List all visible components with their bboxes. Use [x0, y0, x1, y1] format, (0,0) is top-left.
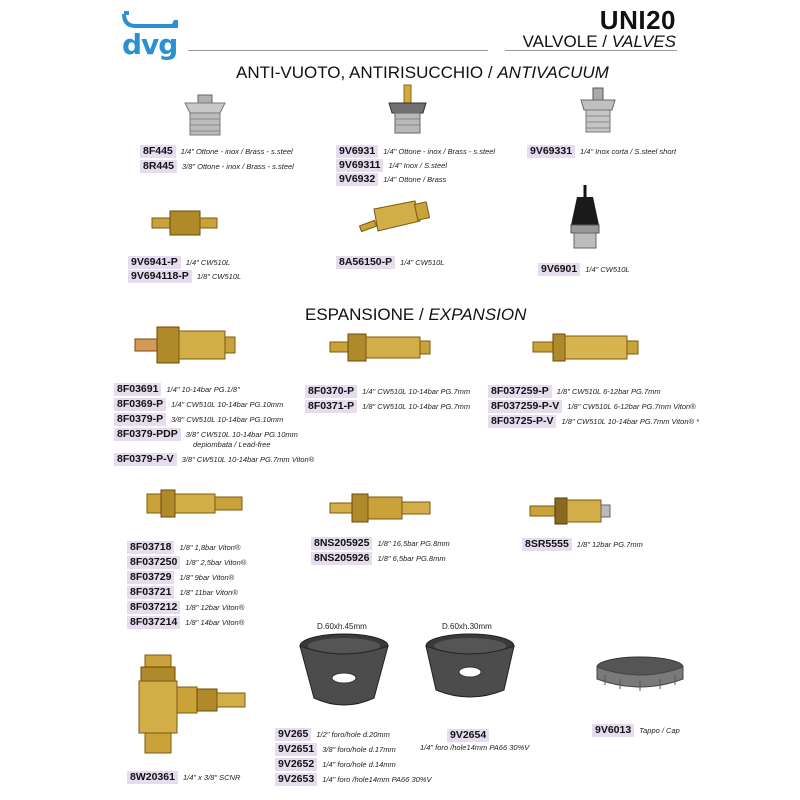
product-desc: 3/8" CW510L 10-14bar PG.7mm Viton®	[181, 455, 315, 464]
product-desc: 1/8" 9bar Viton®	[179, 573, 235, 582]
product-8F0371-P	[305, 400, 470, 413]
product-desc: 1/4" CW510L 10-14bar PG.10mm	[171, 400, 284, 409]
product-desc: 1/4" Ottone - inox / Brass - s.steel	[180, 147, 293, 156]
header-rule	[188, 50, 488, 51]
product-desc: 1/4" CW510L 10-14bar PG.7mm	[362, 387, 471, 396]
product-9V6941-P	[128, 256, 230, 269]
product-9V69331	[527, 145, 676, 158]
product-code: 9V6931	[336, 145, 378, 158]
cup-image	[298, 632, 390, 712]
product-code: 8F0379-PDP	[114, 428, 181, 441]
product-8F0379-P-V	[114, 453, 314, 466]
product-desc: 1/4" Ottone / Brass	[383, 175, 447, 184]
product-code: 8F03691	[114, 383, 161, 396]
product-8NS205926	[311, 552, 446, 565]
product-desc: 1/4" foro/hole d.14mm	[322, 760, 396, 769]
product-desc: 1/4" x 3/8" SCNR	[182, 773, 241, 782]
product-9V6013	[592, 724, 680, 737]
product-desc: 1/4" foro /hole14mm PA66 30%V	[420, 743, 530, 752]
cap-image	[595, 655, 685, 695]
product-desc-line2: depiombata / Lead-free	[193, 440, 271, 449]
product-desc: 1/8" CW510L	[196, 272, 242, 281]
product-8F03725-P-V	[488, 415, 699, 428]
product-desc: 1/4" CW510L	[185, 258, 231, 267]
product-code: 8F03721	[127, 586, 174, 599]
product-desc: 1/8" CW510L 6-12bar PG.7mm Viton®	[567, 402, 696, 411]
brand-name: dvg	[122, 28, 178, 61]
product-code: 8F03725-P-V	[488, 415, 556, 428]
product-code: 9V6901	[538, 263, 580, 276]
valve-image	[533, 330, 638, 365]
product-desc: 1/4" Ottone - inox / Brass - s.steel	[383, 147, 496, 156]
product-code: 8F0379-P-V	[114, 453, 177, 466]
product-8F0379-P	[114, 413, 283, 426]
product-code: 8SR5555	[522, 538, 572, 551]
cup-dimension-label: D.60xh.30mm	[442, 622, 492, 631]
cup-dimension-label: D.60xh.45mm	[317, 622, 367, 631]
product-8F037259-P	[488, 385, 661, 398]
product-code: 8W20361	[127, 771, 178, 784]
valve-image	[330, 492, 430, 524]
product-desc: 1/4" CW510L	[400, 258, 445, 267]
product-code: 9V2651	[275, 743, 317, 756]
product-code: 8F0371-P	[305, 400, 357, 413]
product-8R445	[140, 160, 294, 173]
product-desc: 1/8" 12bar PG.7mm	[576, 540, 643, 549]
product-8F03729	[127, 571, 234, 584]
product-code: 9V6941-P	[128, 256, 181, 269]
product-desc: 1/8" 11bar Viton®	[179, 588, 238, 597]
product-8W20361	[127, 771, 240, 784]
product-desc: 1/8" 1,8bar Viton®	[179, 543, 241, 552]
valve-image	[135, 325, 235, 365]
product-8SR5555	[522, 538, 643, 551]
product-code: 8F03729	[127, 571, 174, 584]
section-title-antivacuum: ANTI-VUOTO, ANTIRISUCCHIO / ANTIVACUUM	[236, 63, 609, 82]
product-desc: 3/8" CW510L 10-14bar PG.10mm	[185, 430, 298, 439]
product-code: 8F0379-P	[114, 413, 166, 426]
product-8F037212	[127, 601, 244, 614]
product-code: 9V694118-P	[128, 270, 192, 283]
product-code: 9V2654	[447, 729, 489, 742]
product-desc: 1/2" foro/hole d.20mm	[316, 730, 390, 739]
product-code: 8F037214	[127, 616, 180, 629]
product-desc: 1/4" CW510L	[585, 265, 630, 274]
product-desc: 1/4" foro /hole14mm PA66 30%V	[322, 775, 432, 784]
product-9V6901	[538, 263, 630, 276]
product-desc: 1/4" Inox corta / S.steel short	[580, 147, 677, 156]
product-code: 8NS205926	[311, 552, 372, 565]
product-9V2651	[275, 743, 396, 756]
product-desc: 1/8" 2,5bar Viton®	[185, 558, 247, 567]
valve-image	[565, 185, 605, 250]
product-desc: 1/8" 16,5bar PG.8mm	[377, 539, 450, 548]
product-code: 8F03718	[127, 541, 174, 554]
product-code: 9V265	[275, 728, 311, 741]
section-title-expansion: ESPANSIONE / EXPANSION	[305, 305, 527, 324]
product-9V2652	[275, 758, 396, 771]
product-8F0370-P	[305, 385, 470, 398]
product-desc: 3/8" CW510L 10-14bar PG.10mm	[171, 415, 284, 424]
valve-image	[530, 496, 610, 526]
product-desc: 1/8" CW510L 6-12bar PG.7mm	[556, 387, 661, 396]
product-desc: 1/8" CW510L 10-14bar PG.7mm Viton® *	[561, 417, 700, 426]
product-code: 8F0370-P	[305, 385, 357, 398]
product-code: 8F037259-P	[488, 385, 552, 398]
page-subtitle: VALVOLE / VALVES	[522, 32, 676, 51]
product-code: 9V69311	[336, 159, 383, 172]
valve-image	[578, 88, 618, 138]
product-code: 9V6932	[336, 173, 378, 186]
product-8F445	[140, 145, 293, 158]
valve-image	[180, 95, 230, 135]
product-desc: 1/4" 10-14bar PG.1/8"	[166, 385, 240, 394]
product-desc: 3/8" Ottone - inox / Brass - s.steel	[181, 162, 294, 171]
valve-image	[147, 486, 242, 521]
product-desc: 3/8" foro/hole d.17mm	[322, 745, 396, 754]
cup-image	[424, 632, 516, 704]
product-8F03691	[114, 383, 240, 396]
product-8F037214	[127, 616, 244, 629]
product-9V2653	[275, 773, 431, 786]
product-8A56150-P	[336, 256, 444, 269]
valve-image	[385, 85, 430, 135]
product-9V6932	[336, 173, 446, 186]
product-code: 8F037212	[127, 601, 180, 614]
product-desc: 1/4" Inox / S.steel	[388, 161, 447, 170]
product-8F03721	[127, 586, 238, 599]
product-9V694118-P	[128, 270, 241, 283]
page-title: UNI20	[599, 5, 676, 35]
product-code: 8F445	[140, 145, 176, 158]
product-desc: 1/8" 14bar Viton®	[185, 618, 245, 627]
product-8F03718	[127, 541, 240, 554]
product-code: 8F037250	[127, 556, 180, 569]
product-8F037250	[127, 556, 246, 569]
product-code: 9V69331	[527, 145, 575, 158]
product-8NS205925	[311, 537, 450, 550]
product-code: 8R445	[140, 160, 177, 173]
product-code: 9V6013	[592, 724, 634, 737]
product-desc: 1/8" CW510L 10-14bar PG.7mm	[362, 402, 471, 411]
valve-image	[330, 330, 430, 365]
product-9V6931	[336, 145, 495, 158]
product-8F0369-P	[114, 398, 283, 411]
valve-image	[152, 208, 217, 238]
product-8F037259-P-V	[488, 400, 696, 413]
product-9V265	[275, 728, 390, 741]
product-code: 8A56150-P	[336, 256, 395, 269]
product-desc: 1/8" 12bar Viton®	[185, 603, 245, 612]
valve-image	[360, 195, 430, 240]
product-code: 9V2652	[275, 758, 317, 771]
product-9V2654	[447, 729, 489, 742]
product-code: 9V2653	[275, 773, 317, 786]
product-desc: Tappo / Cap	[639, 726, 680, 735]
tee-fitting-image	[133, 655, 248, 755]
product-code: 8F0369-P	[114, 398, 166, 411]
product-9V69311	[336, 159, 447, 172]
product-code: 8F037259-P-V	[488, 400, 562, 413]
product-code: 8NS205925	[311, 537, 372, 550]
product-desc: 1/8" 6,5bar PG.8mm	[377, 554, 446, 563]
